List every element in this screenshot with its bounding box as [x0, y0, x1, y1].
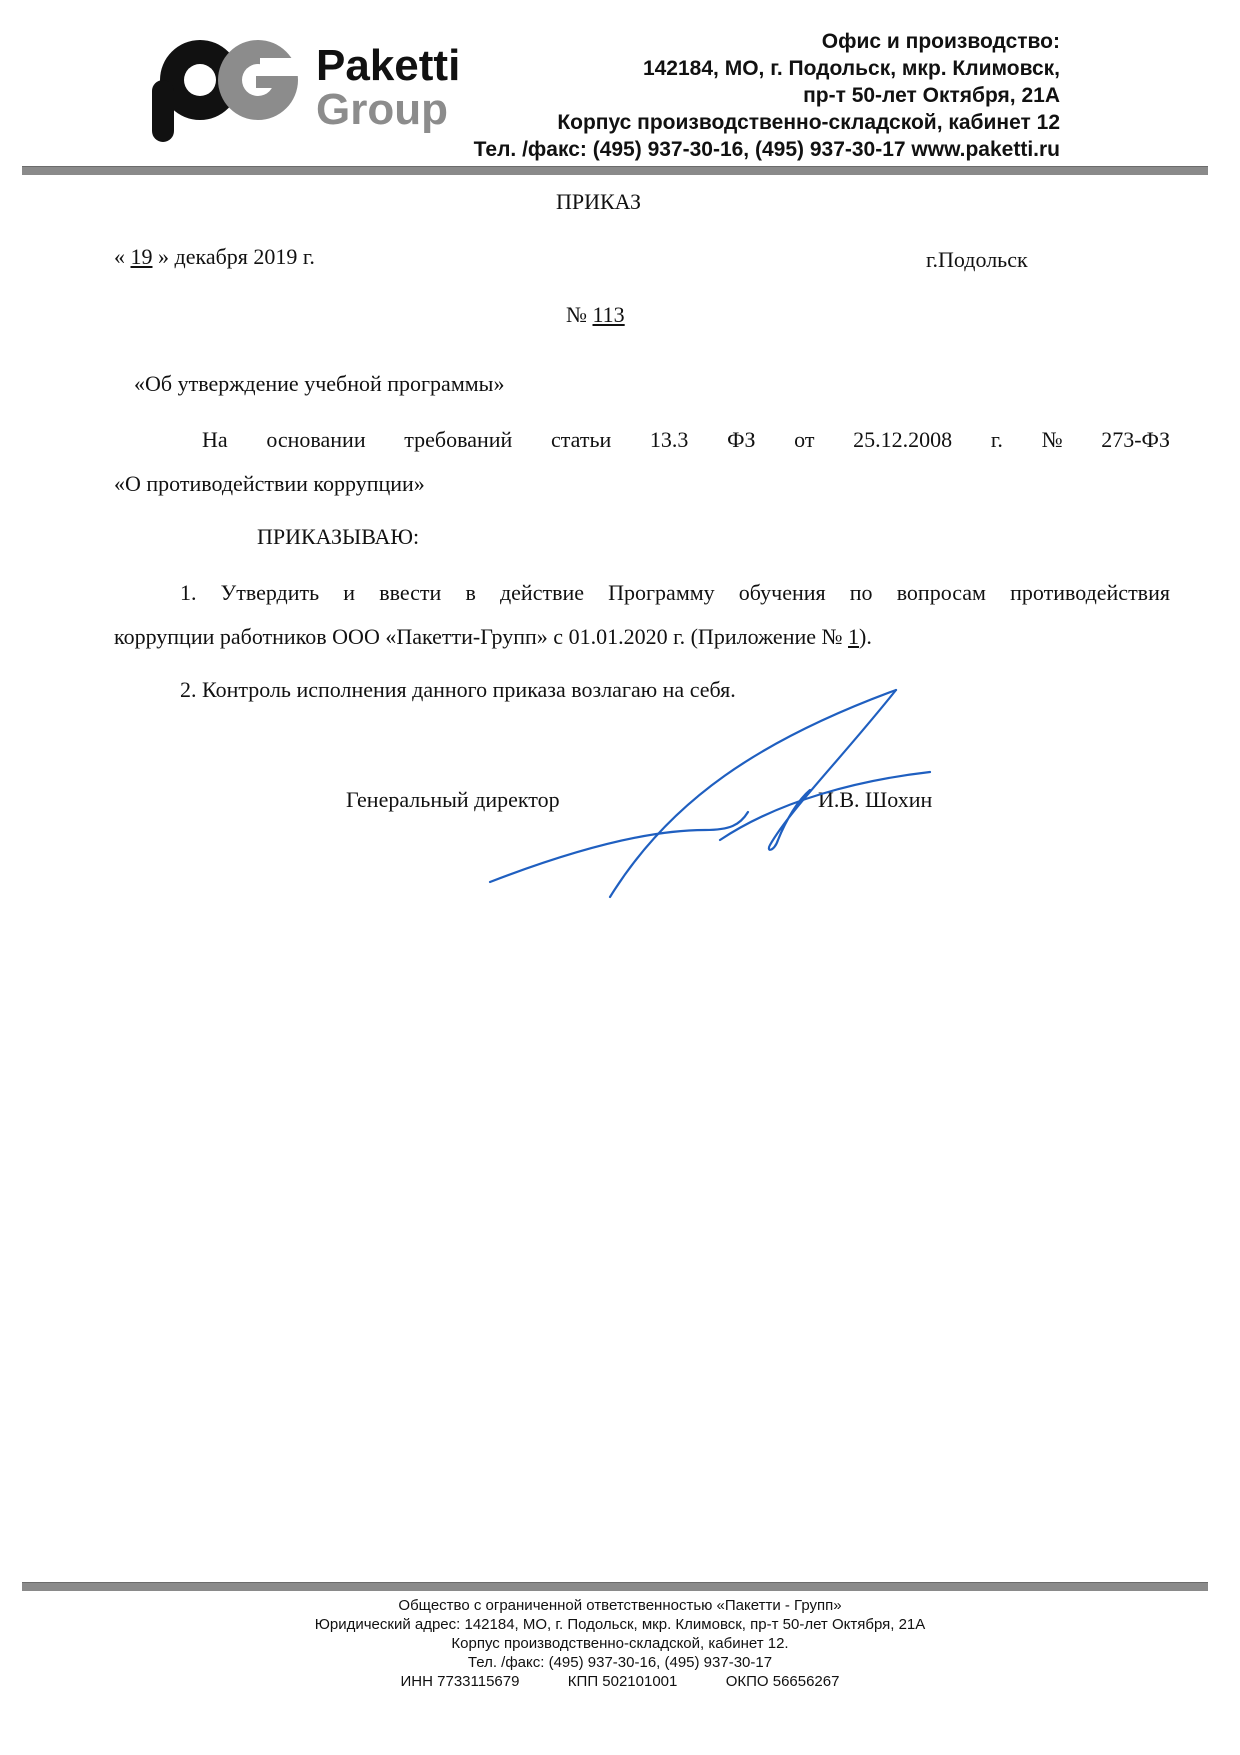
- basis-word: №: [1041, 427, 1063, 452]
- footer-kpp: КПП 502101001: [567, 1673, 678, 1690]
- letterhead-address-line2: пр-т 50-лет Октября, 21А: [803, 84, 1060, 107]
- footer-codes: [0, 1672, 1240, 1691]
- basis-word: 13.3: [649, 427, 689, 452]
- item1-line1: [180, 579, 1170, 607]
- date-day: 19: [130, 244, 153, 269]
- logo-word-group: Group: [316, 85, 448, 134]
- item1-line2-text: коррупции работников ООО «Пакетти-Групп» с 01.01.2020 г. (Приложение №: [114, 624, 843, 649]
- footer-line2: Юридический адрес: 142184, МО, г. Подольск, мкр. Климовск, пр-т 50-лет Октября, 21А: [314, 1616, 926, 1633]
- item1-word: действие: [499, 580, 585, 605]
- item1-word: и: [343, 580, 356, 605]
- letterhead-phone-line: Тел. /факс: (495) 937-30-16, (495) 937-30-17 www.paketti.ru: [473, 138, 1060, 161]
- logo-word-paketti: Paketti: [316, 41, 461, 90]
- document-subject: «Об утверждение учебной программы»: [134, 371, 505, 396]
- footer-line3: Корпус производственно-складской, кабинет 12.: [451, 1635, 789, 1652]
- footer-line4: Тел. /факс: (495) 937-30-16, (495) 937-30-17: [467, 1654, 773, 1671]
- footer-inn: ИНН 7733115679: [400, 1673, 520, 1690]
- letterhead-address-line1: 142184, МО, г. Подольск, мкр. Климовск,: [642, 57, 1060, 80]
- document-title: ПРИКАЗ: [556, 189, 642, 214]
- letterhead-divider: [22, 166, 1208, 175]
- basis-word: от: [794, 427, 815, 452]
- basis-word: основании: [266, 427, 366, 452]
- item1-word: Утвердить: [220, 580, 320, 605]
- order-word: ПРИКАЗЫВАЮ:: [257, 524, 420, 549]
- basis-word: г.: [990, 427, 1003, 452]
- date-month-year: » декабря 2019 г.: [158, 244, 315, 269]
- item1-word: ввести: [379, 580, 442, 605]
- date-open-quote: «: [114, 244, 125, 269]
- item1-word: обучения: [738, 580, 826, 605]
- item1-line2-end: ).: [859, 624, 872, 649]
- footer-okpo: ОКПО 56656267: [725, 1673, 840, 1690]
- item1-word: противодействия: [1010, 580, 1170, 605]
- appendix-number: 1: [848, 624, 860, 649]
- item1-word: 1.: [180, 580, 197, 605]
- basis-word: На: [202, 427, 228, 452]
- footer-divider: [22, 1582, 1208, 1591]
- basis-line1: [202, 426, 1170, 454]
- item1-line2: [114, 623, 872, 651]
- item1-word: Программу: [608, 580, 715, 605]
- signer-name: И.В. Шохин: [818, 787, 933, 812]
- basis-line2: «О противодействии коррупции»: [114, 471, 425, 496]
- basis-word: 25.12.2008: [853, 427, 953, 452]
- basis-word: требований: [404, 427, 513, 452]
- letterhead-office-label: Офис и производство:: [821, 30, 1060, 53]
- basis-word: 273-ФЗ: [1101, 427, 1170, 452]
- document-number: [566, 301, 625, 329]
- handwritten-signature: [480, 680, 940, 910]
- item1-word: по: [849, 580, 873, 605]
- document-date: [114, 243, 315, 271]
- footer-line1: Общество с ограниченной ответственностью «Пакетти - Групп»: [398, 1597, 842, 1614]
- letterhead-address-line3: Корпус производственно-складской, кабинет 12: [557, 111, 1060, 134]
- basis-word: статьи: [550, 427, 612, 452]
- basis-word: ФЗ: [727, 427, 756, 452]
- item1-word: вопросам: [896, 580, 986, 605]
- item2: 2. Контроль исполнения данного приказа возлагаю на себя.: [180, 677, 736, 702]
- item1-word: в: [465, 580, 476, 605]
- number-value: 113: [592, 302, 625, 327]
- number-label: №: [566, 302, 587, 327]
- signer-position: Генеральный директор: [346, 787, 560, 812]
- pg-monogram-icon: [152, 40, 300, 142]
- company-logo: [148, 24, 498, 144]
- document-city: г.Подольск: [926, 247, 1028, 272]
